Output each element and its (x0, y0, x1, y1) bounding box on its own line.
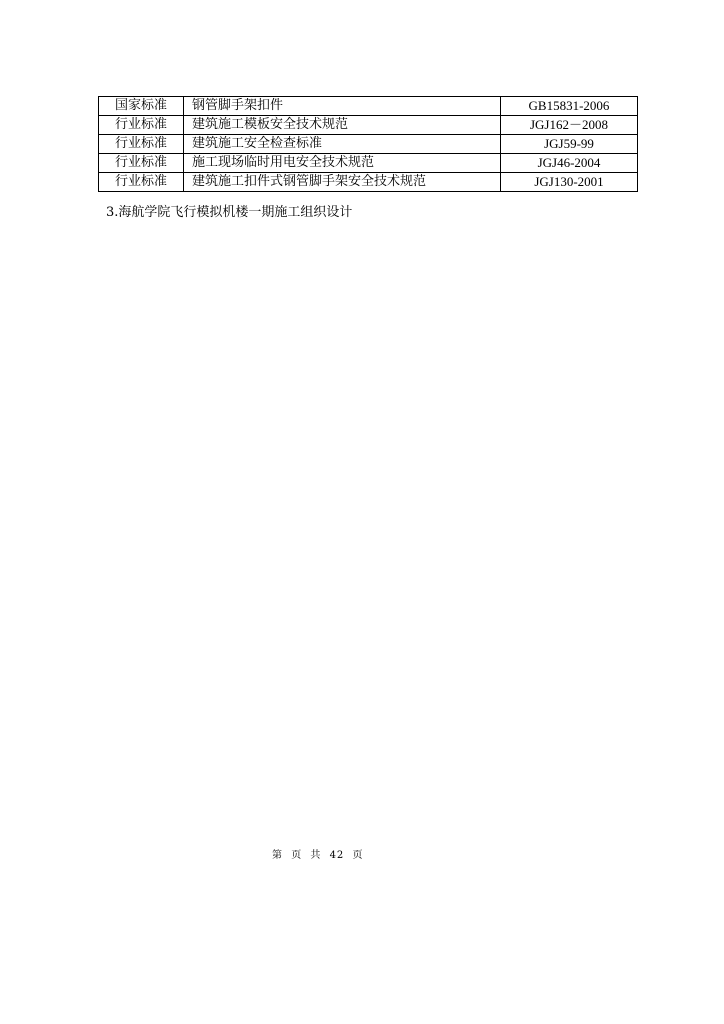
standard-type-cell: 行业标准 (99, 154, 184, 173)
section-heading: 3.海航学院飞行模拟机楼一期施工组织设计 (106, 205, 353, 220)
page-footer (272, 849, 367, 863)
standard-type-cell: 行业标准 (99, 173, 184, 192)
table-row (99, 97, 638, 116)
standard-name-cell: 建筑施工扣件式钢管脚手架安全技术规范 (184, 173, 501, 192)
footer-page-unit: 页 (291, 850, 303, 861)
standard-code-cell: JGJ59-99 (501, 135, 638, 154)
standard-type-cell: 行业标准 (99, 135, 184, 154)
table-row (99, 173, 638, 192)
table-row (99, 135, 638, 154)
standard-code-cell: JGJ46-2004 (501, 154, 638, 173)
footer-page-label: 第 (272, 850, 283, 861)
standard-type-cell: 行业标准 (99, 116, 184, 135)
standard-name-cell: 施工现场临时用电安全技术规范 (184, 154, 501, 173)
footer-total-label: 共 (310, 850, 322, 861)
standards-table (98, 96, 638, 192)
table-row (99, 154, 638, 173)
footer-total-pages: 42 (329, 850, 345, 861)
footer-total-unit: 页 (352, 850, 364, 861)
standard-type-cell: 国家标准 (99, 97, 184, 116)
standard-code-cell: GB15831-2006 (501, 97, 638, 116)
table-row (99, 116, 638, 135)
standard-name-cell: 钢管脚手架扣件 (184, 97, 501, 116)
standard-code-cell: JGJ162－2008 (501, 116, 638, 135)
standard-name-cell: 建筑施工安全检查标准 (184, 135, 501, 154)
standard-code-cell: JGJ130-2001 (501, 173, 638, 192)
standard-name-cell: 建筑施工模板安全技术规范 (184, 116, 501, 135)
